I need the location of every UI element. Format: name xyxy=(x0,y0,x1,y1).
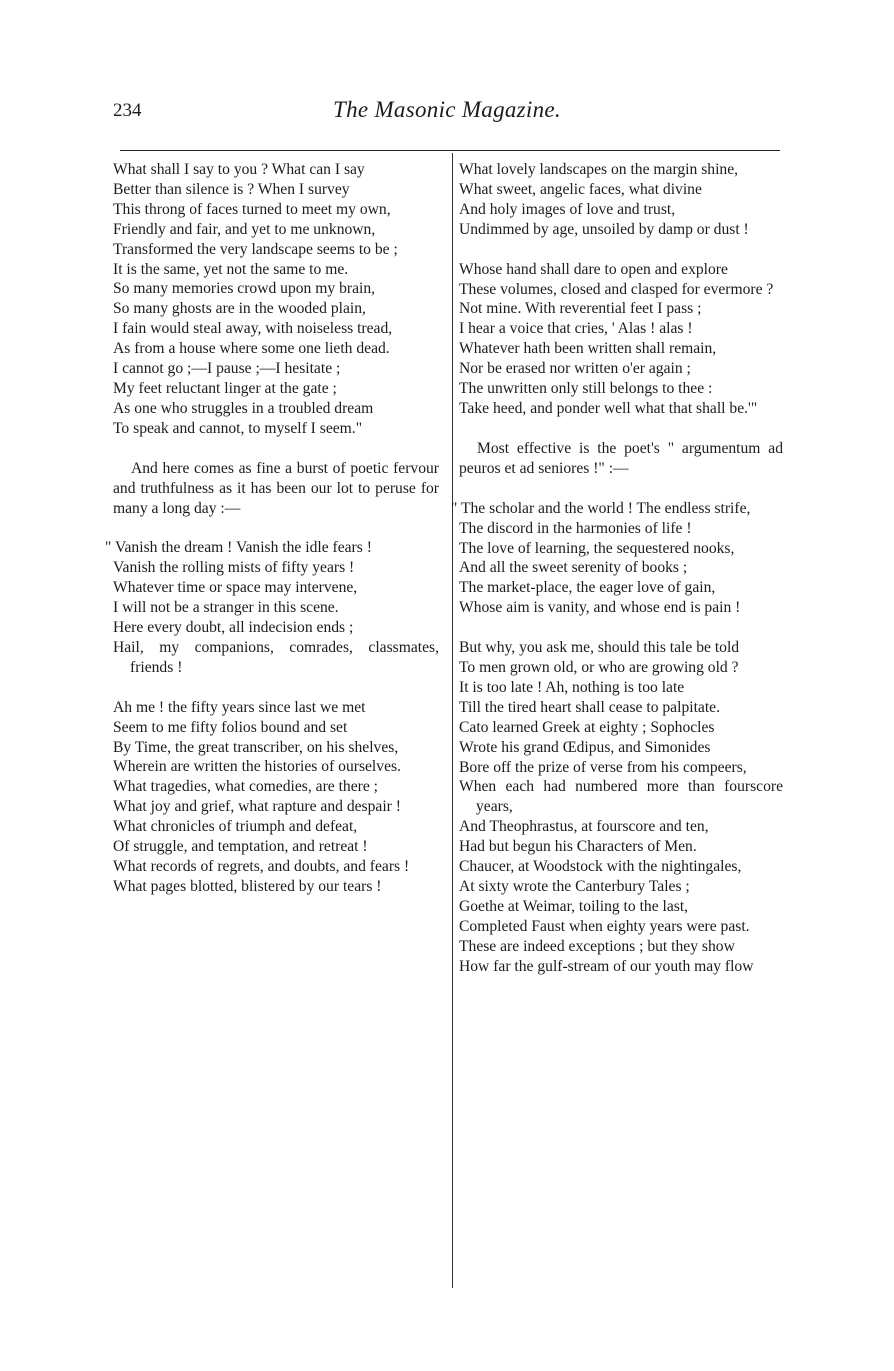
poem-line: Better than silence is ? When I survey xyxy=(113,180,350,198)
poem-line: As from a house where some one lieth dead. xyxy=(113,340,390,358)
page-header xyxy=(0,0,894,150)
poem-line: Not mine. With reverential feet I pass ; xyxy=(459,300,702,318)
poem-line: It is the same, yet not the same to me. xyxy=(113,260,349,278)
prose-paragraph: And here comes as fine a burst of poetic fervour and truthfulness as it has been our lot to peruse for many a long day :— xyxy=(113,459,439,517)
poem-line: Whose aim is vanity, and whose end is pain ! xyxy=(459,599,741,617)
poem-line: The love of learning, the sequestered nooks, xyxy=(459,539,735,557)
poem-line: Till the tired heart shall cease to palpitate. xyxy=(459,698,720,716)
poem-line: Whatever time or space may intervene, xyxy=(113,579,358,597)
poem-line: What chronicles of triumph and defeat, xyxy=(113,818,358,836)
poem-line: This throng of faces turned to meet my own, xyxy=(113,200,391,218)
poem-line: What sweet, angelic faces, what divine xyxy=(459,180,702,198)
poem-line: Vanish the rolling mists of fifty years ! xyxy=(113,559,355,577)
poem-line: It is too late ! Ah, nothing is too late xyxy=(459,678,685,696)
poem-line: Wrote his grand Œdipus, and Simonides xyxy=(459,738,711,756)
right-column xyxy=(451,160,783,977)
poem-line: Cato learned Greek at eighty ; Sophocles xyxy=(459,718,715,736)
poem-line: So many memories crowd upon my brain, xyxy=(113,280,376,298)
poem-line: What shall I say to you ? What can I say xyxy=(113,161,365,178)
poem-stanza xyxy=(105,538,439,677)
poem-line: Friendly and fair, and yet to me unknown, xyxy=(113,220,376,238)
poem-line: So many ghosts are in the wooded plain, xyxy=(113,300,366,318)
poem-line: I fain would steal away, with noiseless tread, xyxy=(113,320,393,338)
poem-line: And Theophrastus, at fourscore and ten, xyxy=(459,818,709,836)
prose-paragraph: Most effective is the poet's " argumentum ad peuros et ad seniores !" :— xyxy=(459,439,783,477)
poem-line: The discord in the harmonies of life ! xyxy=(459,519,692,537)
running-title: The Masonic Magazine. xyxy=(333,97,561,122)
poem-line: Chaucer, at Woodstock with the nightingales, xyxy=(459,858,742,876)
poem-line: Transformed the very landscape seems to be ; xyxy=(113,240,398,258)
poem-line: Ah me ! the fifty years since last we met xyxy=(113,698,366,716)
poem-line: " The scholar and the world ! The endless strife, xyxy=(451,499,751,517)
poem-line: And all the sweet serenity of books ; xyxy=(459,559,688,577)
poem-line: What lovely landscapes on the margin shine, xyxy=(459,161,739,178)
poem-line: How far the gulf-stream of our youth may flow xyxy=(459,957,754,975)
poem-line: As one who struggles in a troubled dream xyxy=(113,399,374,417)
poem-line: I cannot go ;—I pause ;—I hesitate ; xyxy=(113,360,341,378)
poem-line: When each had numbered more than fourscore years, xyxy=(459,778,783,816)
poem-line: At sixty wrote the Canterbury Tales ; xyxy=(459,878,690,895)
poem-line: What tragedies, what comedies, are there ; xyxy=(113,778,378,796)
poem-line: To speak and cannot, to myself I seem." xyxy=(113,419,363,437)
poem-line: Here every doubt, all indecision ends ; xyxy=(113,619,354,637)
poem-line: By Time, the great transcriber, on his shelves, xyxy=(113,738,399,756)
poem-line: To men grown old, or who are growing old ? xyxy=(459,659,739,677)
poem-line: Whose hand shall dare to open and explore xyxy=(459,260,728,278)
poem-line: What joy and grief, what rapture and despair ! xyxy=(113,798,401,816)
poem-stanza xyxy=(459,160,783,240)
poem-line: Seem to me fifty folios bound and set xyxy=(113,718,348,736)
header-rule xyxy=(120,150,780,151)
page-number: 234 xyxy=(113,100,142,121)
poem-line: The unwritten only still belongs to thee : xyxy=(459,380,713,398)
poem-line: I hear a voice that cries, ' Alas ! alas ! xyxy=(459,320,693,338)
poem-line: The market-place, the eager love of gain, xyxy=(459,579,716,597)
column-divider xyxy=(452,153,453,1288)
poem-stanza xyxy=(459,638,783,976)
poem-line: Nor be erased nor written o'er again ; xyxy=(459,360,691,378)
poem-line: These are indeed exceptions ; but they show xyxy=(459,937,735,955)
poem-line: Whatever hath been written shall remain, xyxy=(459,340,717,358)
poem-line: Wherein are written the histories of ourselves. xyxy=(113,758,401,776)
poem-line: Goethe at Weimar, toiling to the last, xyxy=(459,897,689,915)
poem-stanza xyxy=(113,698,439,897)
poem-stanza xyxy=(459,260,783,419)
poem-line: Of struggle, and temptation, and retreat ! xyxy=(113,838,368,856)
poem-line: These volumes, closed and clasped for evermore ? xyxy=(459,280,774,298)
poem-line: What records of regrets, and doubts, and fears ! xyxy=(113,858,410,875)
poem-line: My feet reluctant linger at the gate ; xyxy=(113,379,337,397)
poem-line: What pages blotted, blistered by our tears ! xyxy=(113,877,382,895)
poem-line: " Vanish the dream ! Vanish the idle fears ! xyxy=(105,539,372,557)
poem-stanza xyxy=(451,499,783,618)
poem-line: Had but begun his Characters of Men. xyxy=(459,838,697,856)
poem-line: Completed Faust when eighty years were past. xyxy=(459,917,750,935)
poem-line: And holy images of love and trust, xyxy=(459,200,676,218)
poem-line: But why, you ask me, should this tale be told xyxy=(459,639,740,657)
poem-line: Take heed, and ponder well what that shall be.'" xyxy=(459,399,758,417)
left-column xyxy=(105,160,439,897)
poem-stanza xyxy=(113,160,439,439)
poem-line: I will not be a stranger in this scene. xyxy=(113,599,339,617)
poem-line: Undimmed by age, unsoiled by damp or dust ! xyxy=(459,220,749,238)
poem-line: Bore off the prize of verse from his compeers, xyxy=(459,758,747,776)
poem-line: Hail, my companions, comrades, classmates, friends ! xyxy=(113,638,439,676)
